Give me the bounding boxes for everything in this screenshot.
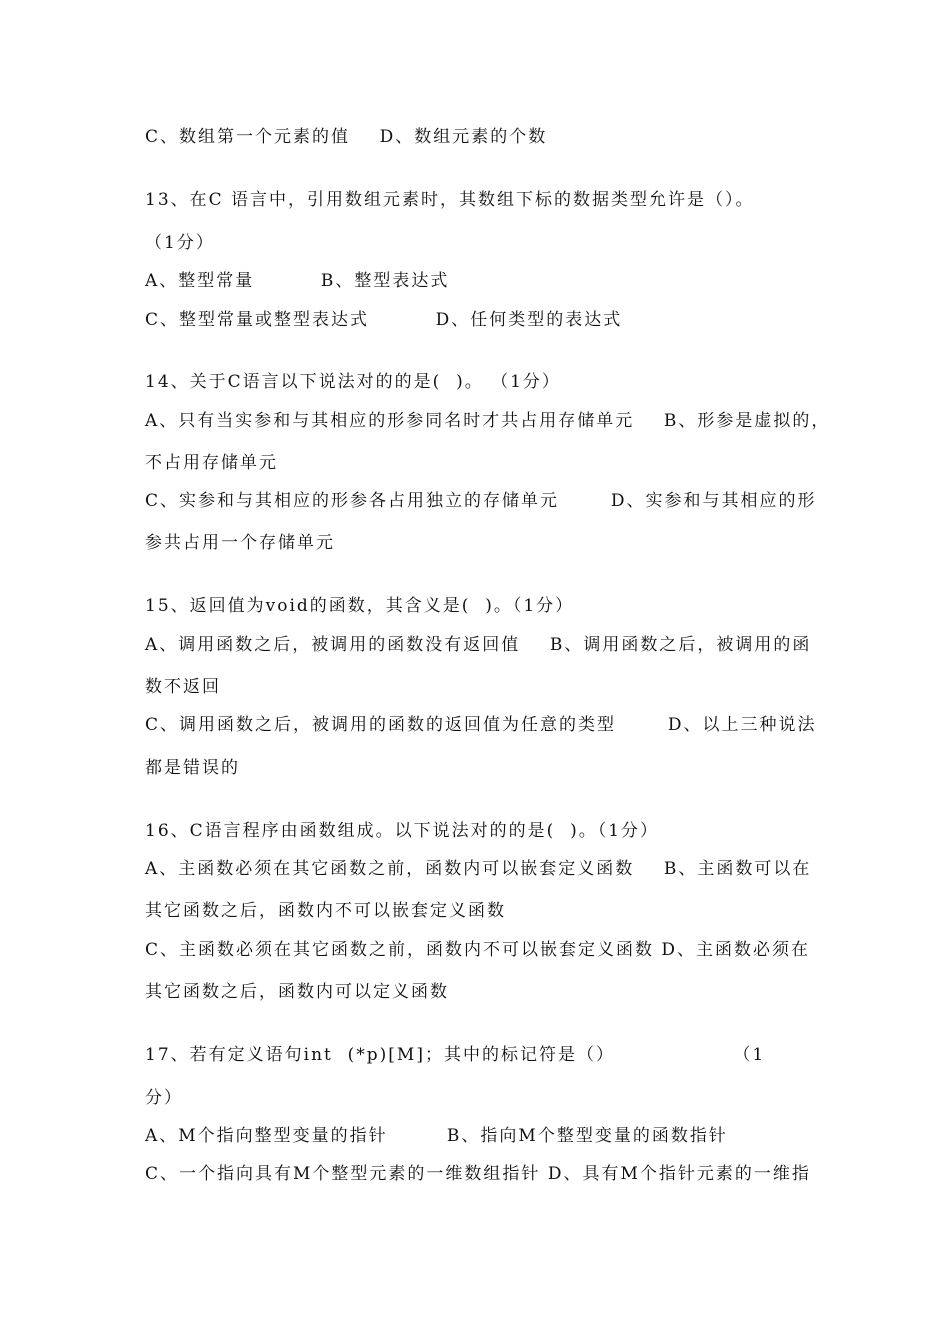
option-line: 不占用存储单元	[145, 453, 278, 473]
option-line: C、主函数必须在其它函数之前，函数内不可以嵌套定义函数 D、主函数必须在	[145, 940, 811, 960]
question-15: 15、返回值为void的函数，其含义是( )。（1分）	[145, 596, 575, 616]
question-16: 16、C语言程序由函数组成。以下说法对的的是( )。（1分）	[145, 821, 660, 841]
option-line: 其它函数之后，函数内可以定义函数	[145, 982, 449, 1002]
option-line: C、一个指向具有M个整型元素的一维数组指针 D、具有M个指针元素的一维指	[145, 1164, 811, 1184]
text-line: （1分）	[145, 233, 215, 253]
option-line: C、整型常量或整型表达式 D、任何类型的表达式	[145, 310, 623, 330]
option-line: C、调用函数之后，被调用的函数的返回值为任意的类型 D、以上三种说法	[145, 715, 817, 735]
text-line: 分）	[145, 1088, 183, 1108]
option-line: A、M个指向整型变量的指针 B、指向M个整型变量的函数指针	[145, 1126, 728, 1146]
option-line: A、只有当实参和与其相应的形参同名时才共占用存储单元 B、形参是虚拟的，	[145, 411, 831, 431]
option-line: 其它函数之后，函数内不可以嵌套定义函数	[145, 901, 506, 921]
option-line: C、实参和与其相应的形参各占用独立的存储单元 D、实参和与其相应的形	[145, 491, 817, 511]
question-13: 13、在C 语言中，引用数组元素时，其数组下标的数据类型允许是（）。	[145, 190, 755, 210]
option-line: A、主函数必须在其它函数之前，函数内可以嵌套定义函数 B、主函数可以在	[145, 859, 812, 879]
option-line: 数不返回	[145, 677, 221, 697]
option-line: 都是错误的	[145, 758, 240, 778]
text-line: C、数组第一个元素的值 D、数组元素的个数	[145, 127, 548, 147]
option-line: 参共占用一个存储单元	[145, 533, 335, 553]
question-14: 14、关于C语言以下说法对的的是( )。 （1分）	[145, 372, 561, 392]
option-line: A、调用函数之后，被调用的函数没有返回值 B、调用函数之后，被调用的函	[145, 635, 812, 655]
option-line: A、整型常量 B、整型表达式	[145, 271, 450, 291]
question-17: 17、若有定义语句int (*p)[M]；其中的标记符是（） （1	[145, 1045, 766, 1065]
